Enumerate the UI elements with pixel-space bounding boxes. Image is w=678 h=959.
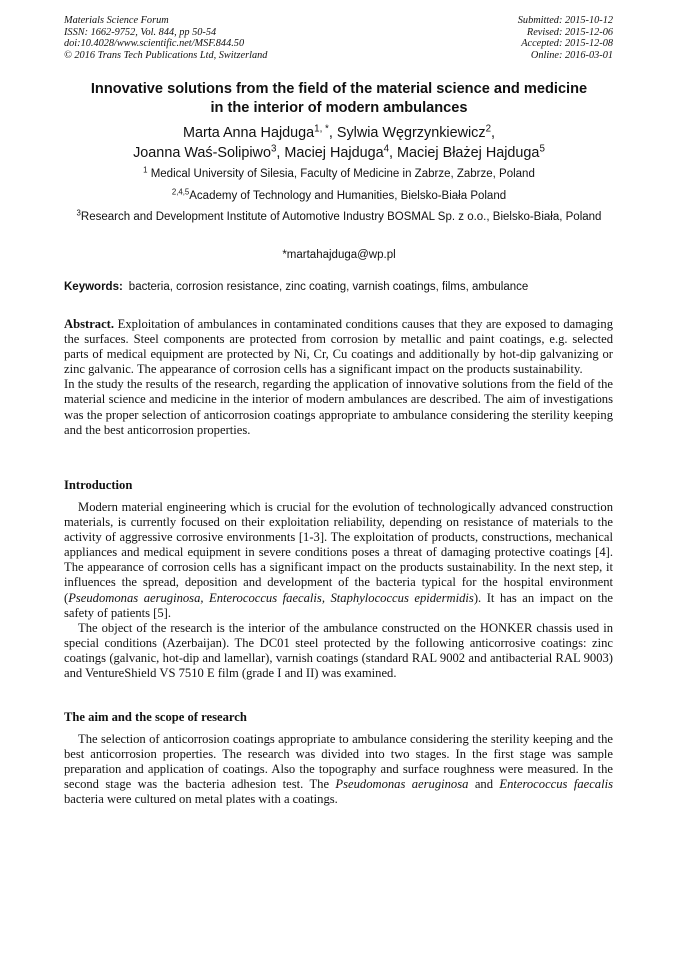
introduction-paragraph-2: The object of the research is the interior of the ambulance constructed on the HONKER chassis used in special conditions (Azerbaijan). The DC01 steel protected by the following anticorrosive coatings: zinc coatings (galvanic, hot-dip and lamellar), varnish coatings (standard RAL 9002 and antibacterial RAL 9003) and VentureShield VS 7510 E film (grade I and II) was examined. [64,620,613,681]
author-name: , Sylwia Węgrzynkiewicz [328,125,486,141]
introduction-body [64,500,613,681]
affiliation-2 [40,189,638,204]
aim-paragraph-1 [64,732,613,807]
bacteria-name: Enterococcus faecalis [499,777,613,792]
author-name: , Maciej Błażej Hajduga [389,144,540,161]
author-name: Joanna Waś-Solipiwo [133,144,271,161]
aim-heading: The aim and the scope of research [64,710,247,724]
introduction-paragraph-1 [64,500,613,621]
author-sup: 5 [539,143,545,155]
copyright-line: © 2016 Trans Tech Publications Ltd, Switzerland [64,49,268,61]
author-separator: , [491,125,496,141]
issn-line: ISSN: 1662-9752, Vol. 844, pp 50-54 [64,26,217,38]
author-sup: 3 [270,143,277,155]
abstract-text: Exploitation of ambulances in contaminated conditions causes that they are exposed to damaging the surfaces. Steel components are protected from corrosion by metallic and paint coatings, e.g. selected parts of medical equipment are protected by Ni, Cr, Cu coatings and additionally by hot-dip galvanizing or zinc galvanic. The appearance of corrosion cells has a significant impact on the products sustainability. [64,317,614,377]
online-date: Online: 2016-03-01 [530,49,613,61]
bacteria-names: Pseudomonas aeruginosa, Enterococcus faecalis, Staphylococcus epidermidis [68,590,474,605]
author-sup: 1, * [314,123,329,135]
abstract-paragraph-1 [64,317,613,377]
keywords-text: bacteria, corrosion resistance, zinc coating, varnish coatings, films, ambulance [128,281,529,293]
affiliation-text: Medical University of Silesia, Faculty of Medicine in Zabrze, Zabrze, Poland [147,168,535,180]
title-line-1: Innovative solutions from the field of the material science and medicine [90,81,588,97]
affiliation-text: Research and Development Institute of Automotive Industry BOSMAL Sp. z o.o., Bielsko-Biała, Poland [80,211,602,223]
affiliation-sup: 3 [76,208,81,218]
affiliation-text: Academy of Technology and Humanities, Bielsko-Biała Poland [189,190,507,202]
paragraph-text: ). It has an impact on the safety of patients [5]. [64,590,613,620]
doi-line: doi:10.4028/www.scientific.net/MSF.844.50 [64,38,245,49]
accepted-date: Accepted: 2015-12-08 [521,38,613,49]
affiliation-1 [40,167,638,182]
paragraph-text: bacteria were cultured on metal plates with a coatings. [64,792,338,807]
author-line-1 [40,124,638,144]
paragraph-text: and [468,777,500,792]
bacteria-name: Pseudomonas aeruginosa [335,777,469,792]
affiliation-3 [60,210,618,225]
abstract-label: Abstract. [64,317,115,331]
aim-body [64,732,613,807]
author-sup: 2 [485,123,492,135]
affiliation-sup: 2,4,5 [171,187,190,197]
keywords [64,280,624,295]
abstract-paragraph-2: In the study the results of the research, regarding the application of innovative solutions from the field of the material science and medicine in the interior of modern ambulances are described. The aim of investigations was the proper selection of anticorrosion coatings appropriate to ambulance considering the sterility keeping and the best anticorrosion properties. [64,377,613,437]
paper-title [40,80,638,118]
paragraph-text: The selection of anticorrosion coatings appropriate to ambulance considering the sterility keeping and the best anticorrosion properties. The research was divided into two stages. In the first stage was sample preparation and application of coatings. Also the topography and surface roughness were measured. In the second stage was the bacteria adhesion test. The [64,732,613,792]
author-name: , Maciej Hajduga [276,144,384,161]
revised-date: Revised: 2015-12-06 [526,26,613,38]
journal-name: Materials Science Forum [64,15,169,26]
paragraph-text: Modern material engineering which is crucial for the evolution of technologically advanced construction materials, is currently focused on their exploitation reliability, depending on resistance of materials to the activity of aggressive corrosive environments [1-3]. The exploitation of products, constructions, mechanical appliances and medical equipment in severe conditions poses a threat of damaging protective coatings [4]. The appearance of corrosion cells has a significant impact on the products sustainability. In the next step, it influences the spread, deposition and development of the bacteria typical for the hospital environment ( [64,500,613,605]
journal-info [64,15,267,61]
keywords-label: Keywords: [64,281,123,293]
abstract [64,317,613,438]
affiliation-sup: 1 [143,165,148,175]
author-line-2 [40,144,638,164]
author-name: Marta Anna Hajduga [182,125,315,141]
contact-email[interactable]: *martahajduga@wp.pl [282,249,396,261]
submitted-date: Submitted: 2015-10-12 [517,15,613,26]
title-line-2: in the interior of modern ambulances [210,100,468,116]
introduction-heading: Introduction [64,478,133,492]
author-list [40,124,638,163]
author-sup: 4 [383,143,390,155]
dates-info [518,15,613,61]
